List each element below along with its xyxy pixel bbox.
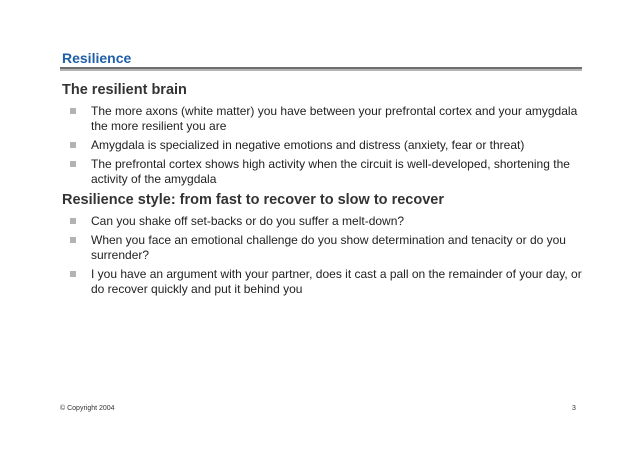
bullet-item (62, 138, 592, 153)
title-divider-shadow (60, 69, 582, 71)
page-number: 3 (572, 405, 576, 412)
bullet-item (62, 214, 592, 229)
bullet-item (62, 233, 592, 263)
section-heading: The resilient brain (62, 82, 187, 98)
bullet-item (62, 267, 592, 297)
bullet-item (62, 104, 592, 134)
copyright-notice: © Copyright 2004 (60, 405, 115, 412)
square-bullet-icon (70, 108, 76, 114)
section-heading: Resilience style: from fast to recover to slow to recover (62, 192, 444, 208)
bullet-list (62, 104, 592, 187)
bullet-item (62, 157, 592, 187)
square-bullet-icon (70, 237, 76, 243)
bullet-text: I you have an argument with your partner, does it cast a pall on the remainder of your day, or do recover quickly and put it behind you (91, 267, 582, 296)
bullet-list (62, 214, 592, 297)
bullet-text: The more axons (white matter) you have between your prefrontal cortex and your amygdala the more resilient you are (91, 104, 578, 133)
square-bullet-icon (70, 142, 76, 148)
bullet-text: Can you shake off set-backs or do you suffer a melt-down? (91, 214, 405, 228)
square-bullet-icon (70, 271, 76, 277)
bullet-text: The prefrontal cortex shows high activity when the circuit is well-developed, shortening the activity of the amygdala (91, 157, 570, 186)
slide-title: Resilience (62, 50, 132, 66)
section-resilience-style (62, 192, 592, 301)
square-bullet-icon (70, 218, 76, 224)
bullet-text: Amygdala is specialized in negative emotions and distress (anxiety, fear or threat) (91, 138, 525, 152)
section-resilient-brain (62, 82, 592, 191)
square-bullet-icon (70, 161, 76, 167)
bullet-text: When you face an emotional challenge do you show determination and tenacity or do you surrender? (91, 233, 566, 262)
